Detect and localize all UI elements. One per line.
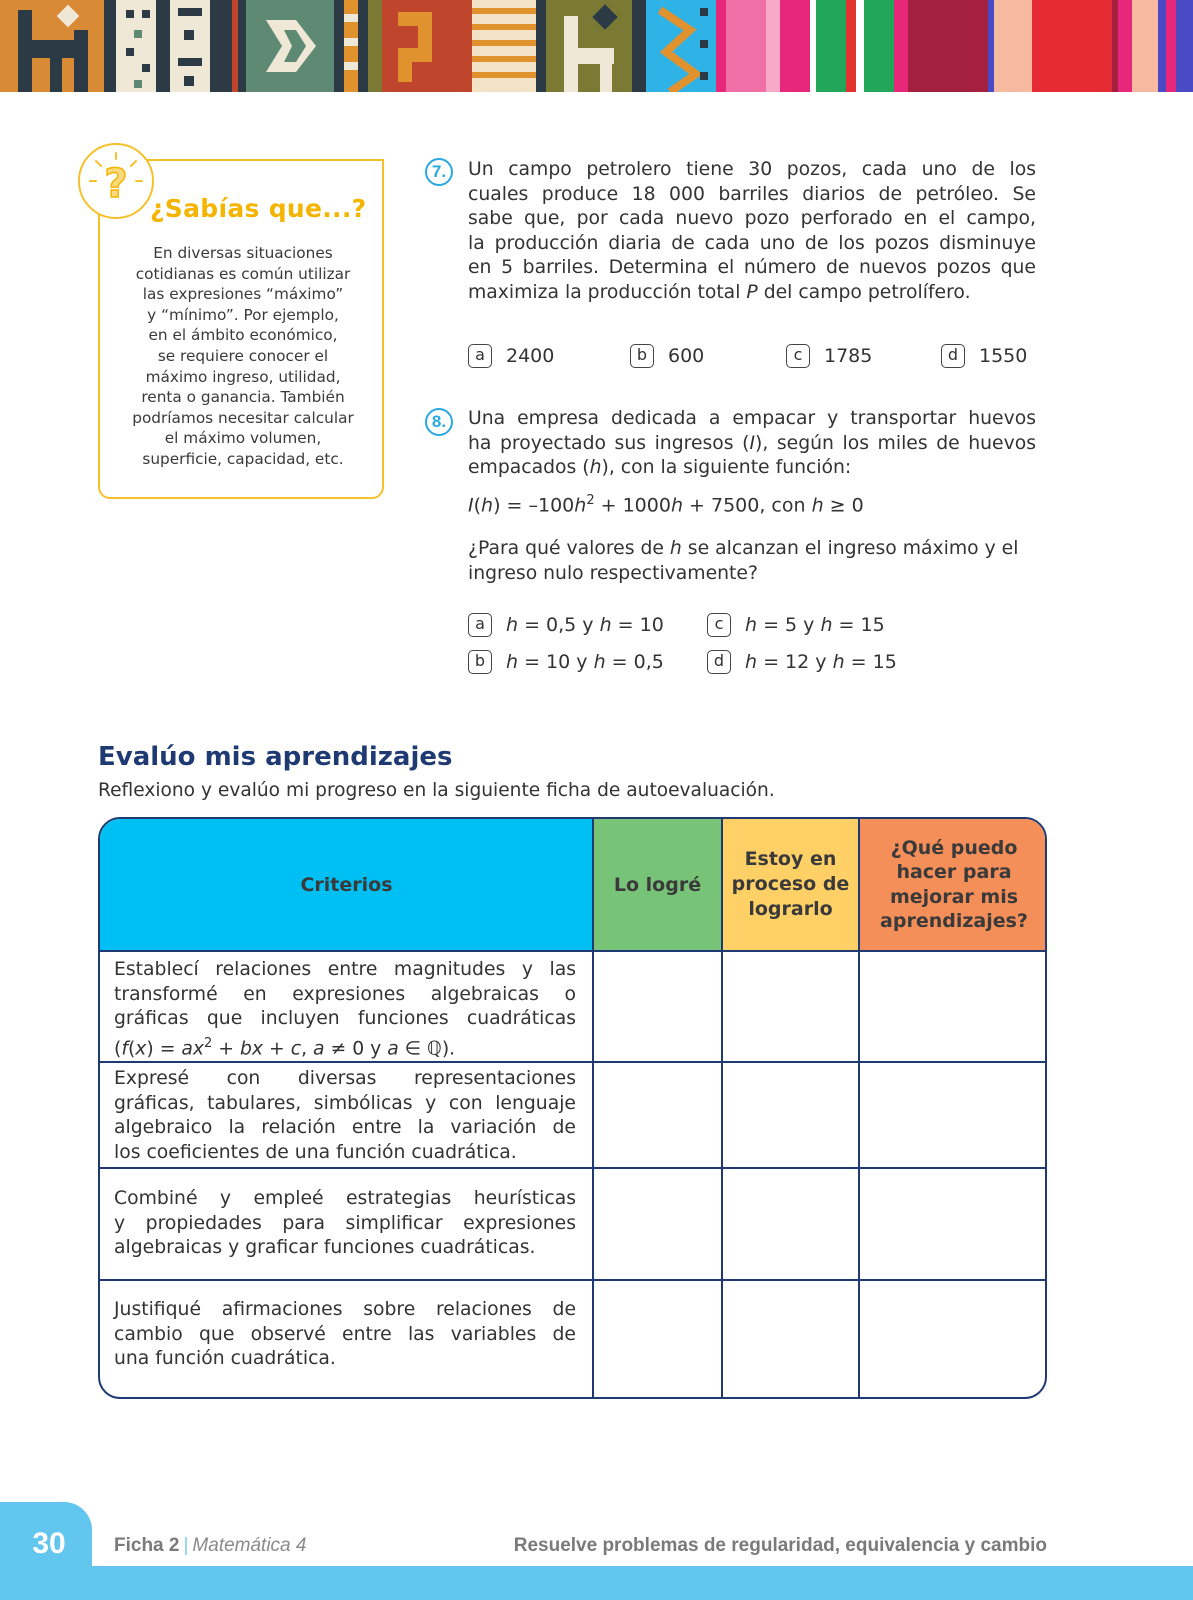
header-criterios: Criterios [100,819,593,950]
question-7-text: Un campo petrolero tiene 30 pozos, cada uno de los cuales produce 18 000 barriles diarios de petróleo. Se sabe que, por cada nuevo pozo perforado en el campo, la producción diaria de cada uno de los pozos disminuye en 5 barriles. Determina el número de nuevos pozos que maximiza la producción total P del campo petrolífero. [468,159,1036,303]
footer-bar [0,1566,1193,1600]
row-2-lo-logre-cell[interactable] [594,1063,721,1167]
question-7-option-c[interactable]: c 1785 [786,344,872,368]
woven-pattern-graphic [0,0,1193,92]
question-7-option-d[interactable]: d 1550 [941,344,1027,368]
question-7-option-b[interactable]: b 600 [630,344,704,368]
question-8-text: Una empresa dedicada a empacar y transportar huevos ha proyectado sus ingresos (I), según los miles de huevos empacados (h), con la siguiente función: [468,408,1036,479]
header-en-proceso: Estoy en proceso de lograrlo [722,819,859,950]
question-8-option-b[interactable]: b h = 10 y h = 0,5 [468,650,664,674]
question-8-number: 8. [425,408,453,436]
row-1-lo-logre-cell[interactable] [594,952,721,1061]
criterion-row-1: Establecí relaciones entre magnitudes y las transformé en expresiones algebraicas o gráficas que incluyen funciones cuadráticas ($f(x) = ax^2$ + bx + c, a ≠ 0 y a ∈ ℚ). [114,959,576,1060]
row-3-lo-logre-cell[interactable] [594,1169,721,1279]
row-1-en-proceso-cell[interactable] [723,952,858,1061]
self-evaluation-table [98,817,1047,1399]
criterion-row-3: Combiné y empleé estrategias heurísticas y propiedades para simplificar expresiones algebraicas y graficar funciones cuadráticas. [114,1188,576,1259]
footer-book-info: Ficha 2 | Matemática 4 [114,1535,307,1556]
header-lo-logre: Lo logré [593,819,722,950]
svg-text:?: ? [104,161,128,207]
header-como-mejorar: ¿Qué puedo hacer para mejorar mis aprendizajes? [859,819,1047,950]
row-4-lo-logre-cell[interactable] [594,1281,721,1399]
row-2-en-proceso-cell[interactable] [723,1063,858,1167]
question-8-prompt: ¿Para qué valores de h se alcanzan el ingreso máximo y el ingreso nulo respectivamente? [468,538,1019,584]
row-4-mejorar-cell[interactable] [860,1281,1047,1399]
row-2-mejorar-cell[interactable] [860,1063,1047,1167]
did-you-know-title: ¿Sabías que...? [150,194,367,223]
row-1-mejorar-cell[interactable] [860,952,1047,1061]
decorative-banner [0,0,1193,92]
criterion-row-4: Justifiqué afirmaciones sobre relaciones de cambio que observé entre las variables de una función cuadrática. [114,1299,576,1370]
income-function-formula: $I(h) = -100h^2 + 1000h + 7500$, con h ≥ 0 [468,493,864,517]
question-7-number: 7. [425,158,453,186]
row-3-mejorar-cell[interactable] [860,1169,1047,1279]
question-8-option-d[interactable]: d h = 12 y h = 15 [707,650,897,674]
evaluation-title: Evalúo mis aprendizajes [98,742,453,772]
evaluation-subtitle: Reflexiono y evalúo mi progreso en la siguiente ficha de autoevaluación. [98,780,775,801]
row-3-en-proceso-cell[interactable] [723,1169,858,1279]
criterion-row-2: Expresé con diversas representaciones gráficas, tabulares, simbólicas y con lenguaje algebraico la relación entre la variación de los coeficientes de una función cuadrática. [114,1068,576,1163]
question-7-option-a[interactable]: a 2400 [468,344,554,368]
did-you-know-text: En diversas situaciones cotidianas es común utilizar las expresiones “máximo” y “mínimo”. Por ejemplo, en el ámbito económico, se requiere conocer el máximo ingreso, utilidad, renta o ganancia. También podríamos necesitar calcular el máximo volumen, superficie, capacidad, etc. [132,244,354,468]
question-mark-icon [78,143,154,219]
row-4-en-proceso-cell[interactable] [723,1281,858,1399]
question-8-option-c[interactable]: c h = 5 y h = 15 [707,613,885,637]
page-number: 30 [32,1527,66,1560]
footer-competency: Resuelve problemas de regularidad, equivalencia y cambio [513,1535,1047,1556]
question-8-option-a[interactable]: a h = 0,5 y h = 10 [468,613,664,637]
